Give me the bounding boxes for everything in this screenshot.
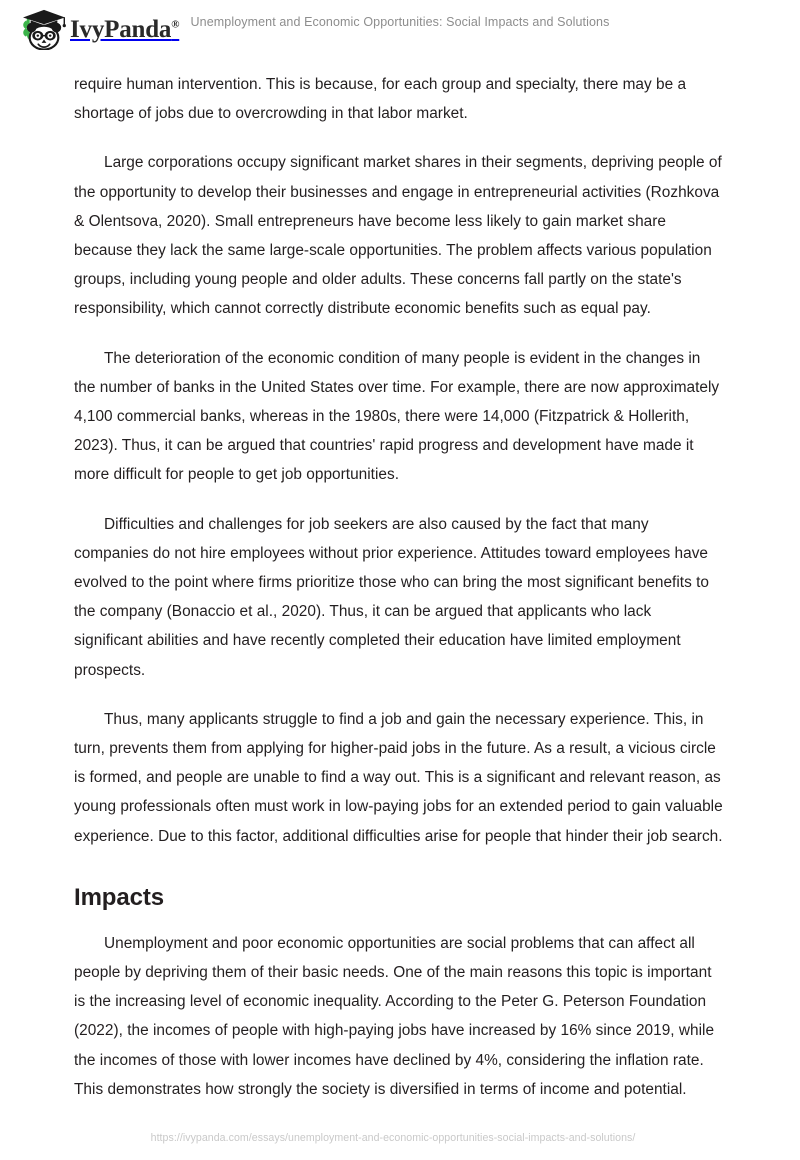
source-url-link[interactable]: https://ivypanda.com/essays/unemployment-and-economic-opportunities-social-impacts-and-solutions/ [150,1132,636,1144]
brand-name-text: IvyPanda [70,15,172,43]
paragraph-continued: require human intervention. This is because, for each group and specialty, there may be a shortage of jobs due to overcrowding in that labor market. [74,76,687,123]
registered-trademark-symbol: ® [171,18,180,31]
document-body [74,70,723,1124]
page-footer [0,1128,800,1146]
paragraph-large-corporations: Large corporations occupy significant market shares in their segments, depriving people of the opportunity to develop their businesses and engage in entrepreneurial activities (Rozhkova & Olentsova, 2020). Small entrepreneurs have become less likely to gain market share because they lack the same large-scale opportunities. The problem affects various population groups, including young people and older adults. These concerns fall partly on the state's responsibility, which cannot correctly distribute economic benefits such as equal pay. [74,154,722,318]
document-title-header: Unemployment and Economic Opportunities: Social Impacts and Solutions [190,15,610,29]
page-header [0,0,800,58]
paragraph-vicious-circle: Thus, many applicants struggle to find a job and gain the necessary experience. This, in turn, prevents them from applying for higher-paid jobs in the future. As a result, a vicious circle is formed, and people are unable to find a way out. This is a significant and relevant reason, as young professionals often must work in low-paying jobs for an extended period to gain valuable experience. Due to this factor, additional difficulties arise for people that hinder their job search. [74,710,723,845]
paragraph-impacts-inequality: Unemployment and poor economic opportunities are social problems that can affect all people by depriving them of their basic needs. One of the main reasons this topic is important is the increasing level of economic inequality. According to the Peter G. Peterson Foundation (2022), the incomes of people with high-paying jobs have increased by 16% since 2019, while the incomes of those with lower incomes have declined by 4%, considering the inflation rate. This demonstrates how strongly the society is diversified in terms of income and potential. [74,934,715,1098]
paragraph-deterioration-banks: The deterioration of the economic condition of many people is evident in the changes in the number of banks in the United States over time. For example, there are now approximately 4,100 commercial banks, whereas in the 1980s, there were 14,000 (Fitzpatrick & Hollerith, 2023). Thus, it can be argued that countries' rapid progress and development have made it more difficult for people to get job opportunities. [74,349,720,484]
heading-spacer [74,871,723,883]
section-heading-impacts: Impacts [74,883,165,911]
paragraph-job-seekers: Difficulties and challenges for job seekers are also caused by the fact that many companies do not hire employees without prior experience. Attitudes toward employees have evolved to the point where firms prioritize those who can bring the most significant benefits to the company (Bonaccio et al., 2020). Thus, it can be argued that applicants who lack significant abilities and have recently completed their education have limited employment prospects. [74,515,709,679]
